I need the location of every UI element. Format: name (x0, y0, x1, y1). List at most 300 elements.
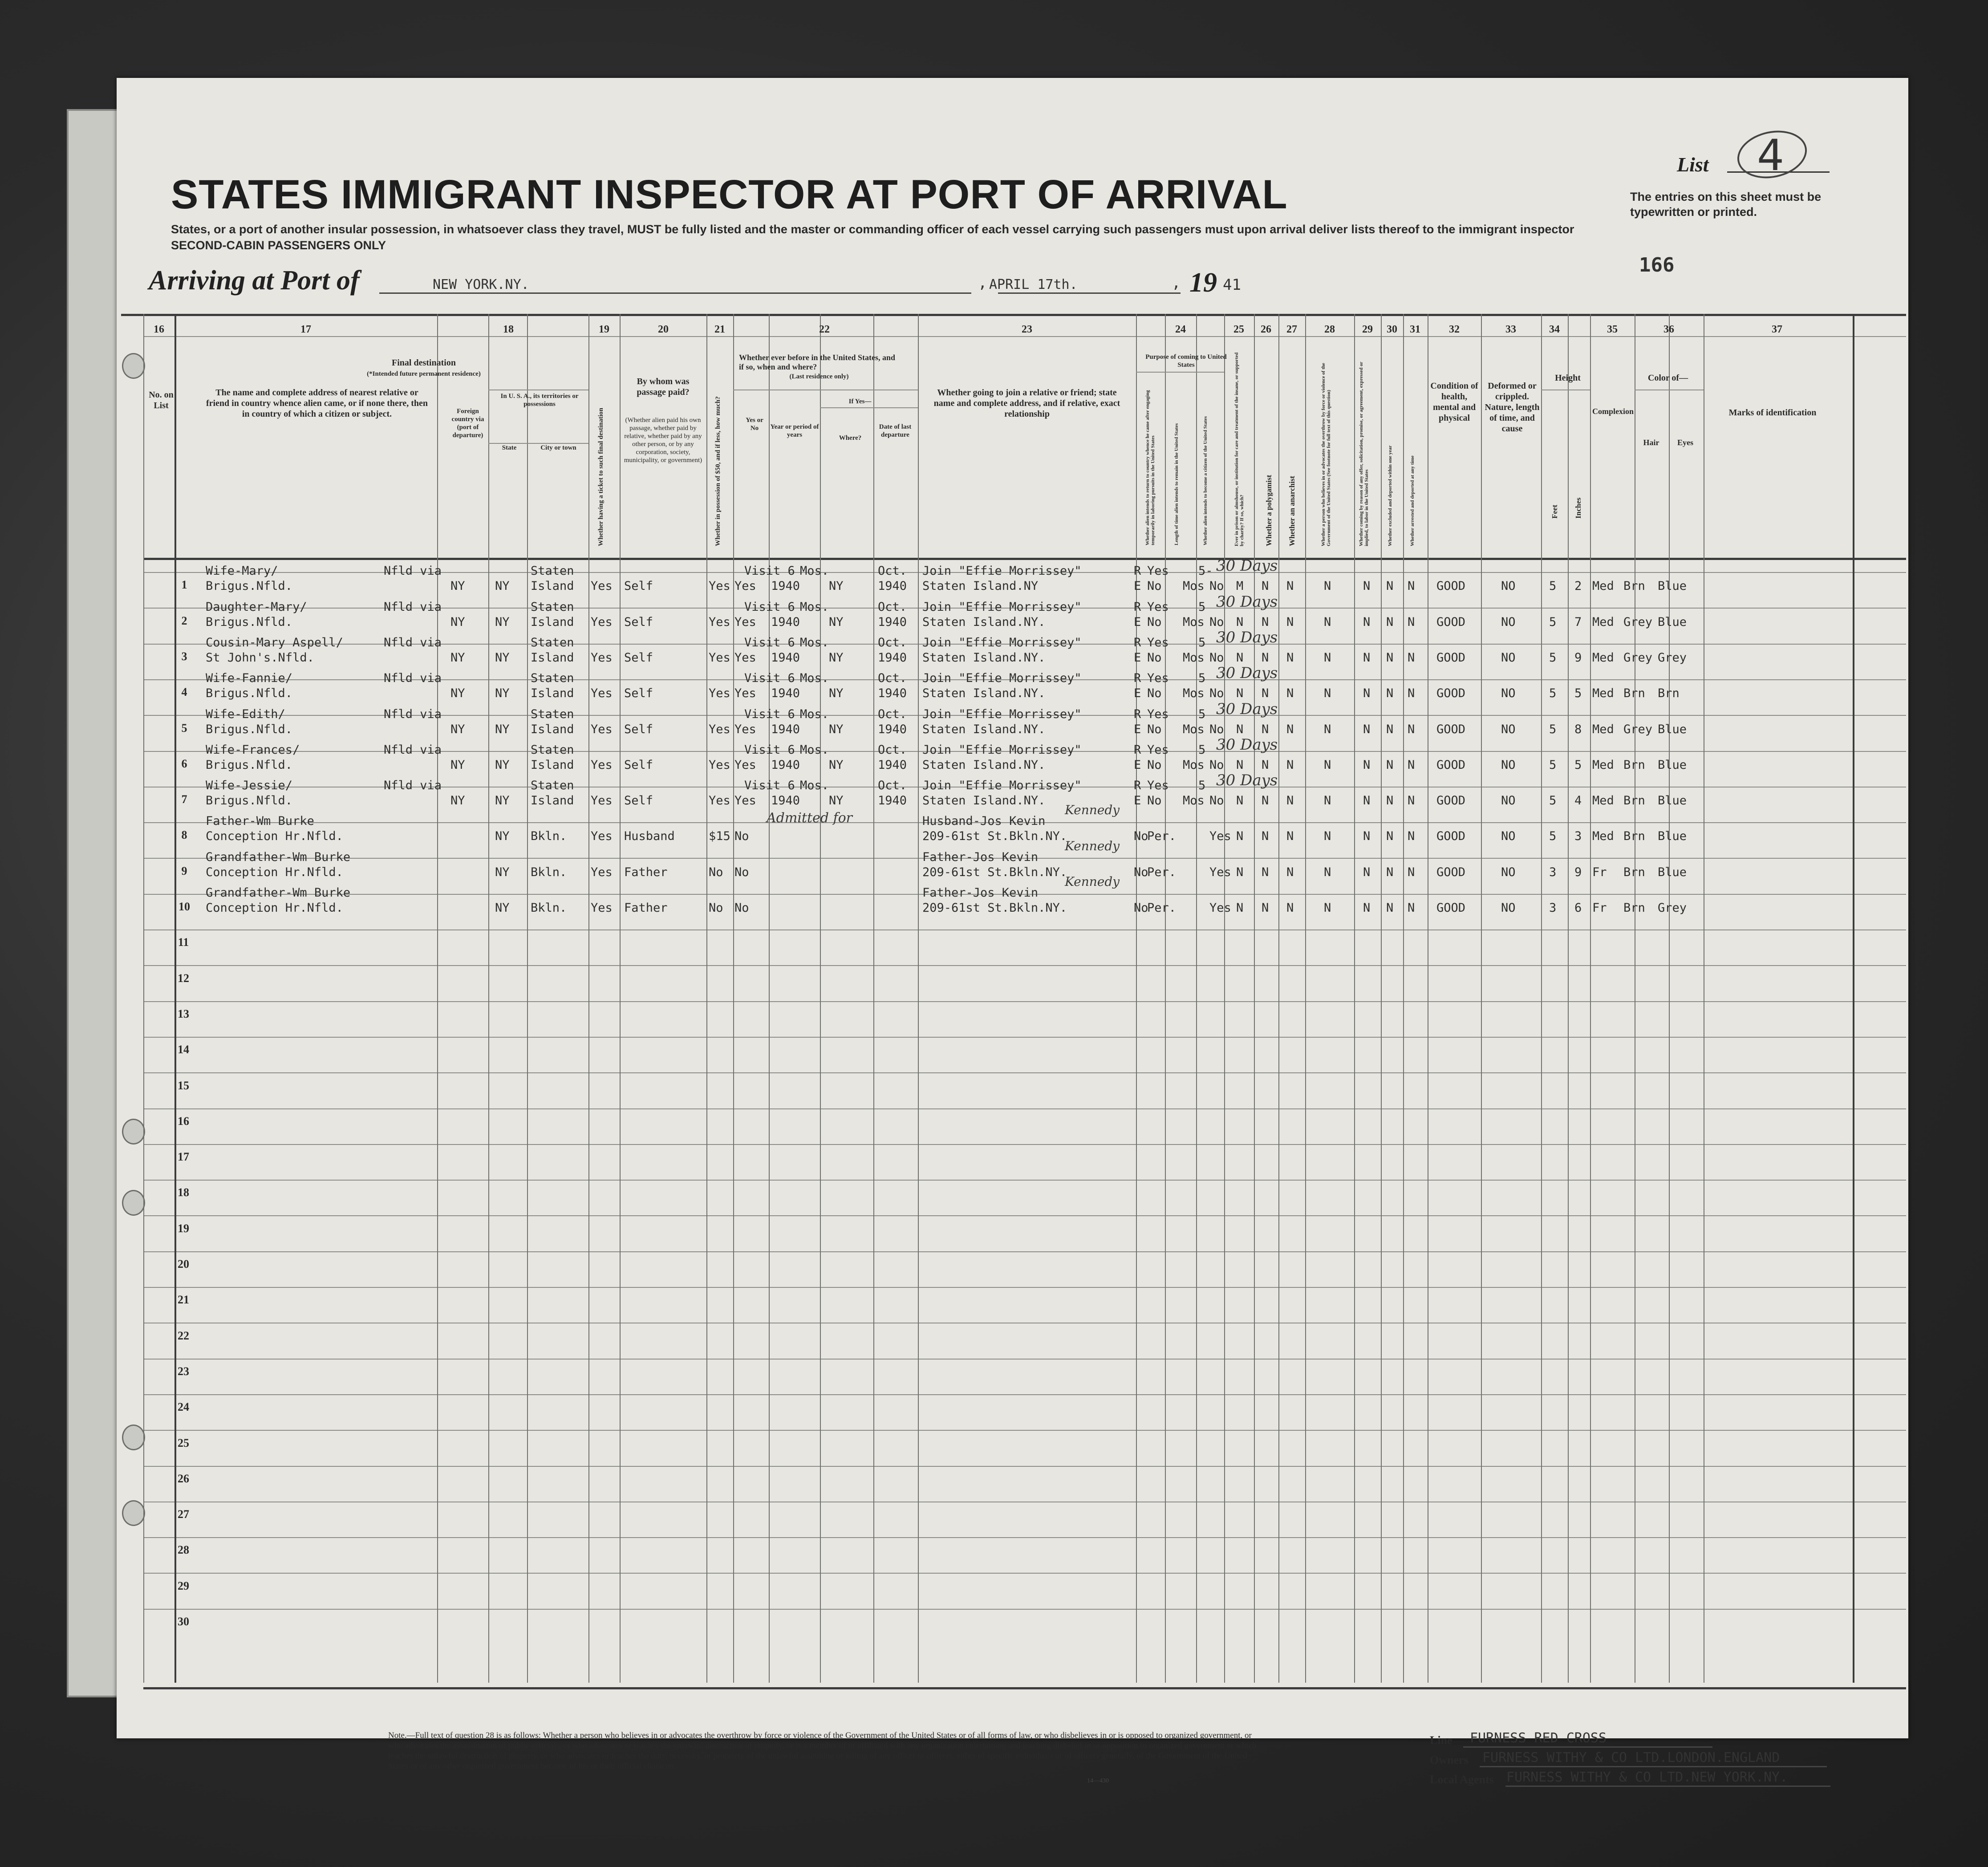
cell-deformed: NO (1501, 901, 1516, 915)
owners-underline (1480, 1766, 1827, 1767)
cell-c29: N (1363, 722, 1371, 736)
cell-city2: Island (531, 722, 574, 736)
cell-c28: N (1324, 901, 1331, 915)
cell-rel2: Conception Hr.Nfld. (206, 901, 343, 915)
cell-c28: N (1324, 722, 1331, 736)
cell-eyes: Blue (1658, 794, 1687, 808)
cell-cit: No (1209, 794, 1224, 808)
cell-date2: 1940 (878, 615, 907, 629)
cell-c28: N (1324, 829, 1331, 844)
cell-deformed: NO (1501, 650, 1516, 665)
cell-yesno: Yes (734, 650, 756, 665)
cell-complexion: Fr (1592, 865, 1607, 879)
cell-join1: Join "Effie Morrissey" (922, 743, 1082, 757)
grid-column-line (1403, 314, 1404, 1683)
grid-column-line (1481, 314, 1482, 1683)
cell-len1: 5 (1198, 635, 1206, 649)
header-last-residence: (Last residence only) (789, 373, 849, 380)
cell-complexion: Fr (1592, 901, 1607, 915)
cell-len1: 5 (1198, 600, 1206, 614)
cell-ticket: Yes (591, 722, 613, 736)
cell-c27: N (1286, 615, 1294, 629)
cell-ticket: Yes (591, 865, 613, 879)
row-number: 23 (178, 1364, 189, 1378)
cell-p-a2: E (1134, 686, 1141, 701)
cell-health: GOOD (1436, 794, 1466, 808)
cell-health: GOOD (1436, 829, 1466, 844)
cell-rel1: Daughter-Mary/ (206, 600, 307, 614)
line-value: FURNESS RED CROSS (1470, 1730, 1607, 1746)
cell-yesno: Yes (734, 615, 756, 629)
cell-p-a1: R (1134, 707, 1141, 721)
cell-join2: Staten Island.NY. (922, 686, 1046, 701)
cell-where: NY (829, 579, 844, 593)
cell-health: GOOD (1436, 901, 1466, 915)
row-number: 11 (178, 936, 189, 949)
cell-c29: N (1363, 758, 1371, 772)
row-number: 3 (181, 649, 187, 663)
cell-c30: N (1386, 722, 1394, 736)
cell-ticket: Yes (591, 686, 613, 701)
cell-len1: 5 (1198, 743, 1206, 757)
cell-join2: Staten Island.NY. (922, 722, 1046, 736)
cell-yesno: Yes (734, 794, 756, 808)
cell-city1: Staten (531, 635, 574, 649)
grid-row-line (143, 1430, 1906, 1431)
row-number: 26 (178, 1472, 189, 1485)
cell-rel2: Brigus.Nfld. (206, 615, 293, 629)
cell-p-a2: No (1134, 829, 1148, 844)
cell-p-a2: E (1134, 579, 1141, 593)
cell-feet: 3 (1549, 865, 1557, 879)
cell-paid: Self (624, 794, 653, 808)
cell-len1: 5 (1198, 707, 1206, 721)
cell-complexion: Med (1592, 794, 1614, 808)
cell-rel2: Brigus.Nfld. (206, 686, 293, 701)
column-number: 33 (1505, 324, 1516, 335)
grid-row-line (143, 558, 1906, 560)
cell-p-b2: Per. (1147, 829, 1177, 844)
row-number: 29 (178, 1579, 189, 1592)
header-yes-no: Yes or No (746, 417, 763, 432)
header-ever-before: Whether ever before in the United States, and if so, when and where? (739, 353, 895, 371)
cell-fifty: $15 (709, 829, 730, 844)
cell-deformed: NO (1501, 615, 1516, 629)
cell-join1: Join "Effie Morrissey" (922, 707, 1082, 721)
cell-join1: Husband-Jos Kevin (922, 814, 1046, 828)
cell-paid: Father (624, 901, 668, 915)
cell-complexion: Med (1592, 686, 1614, 701)
grid-column-line (1136, 314, 1137, 1683)
header-foreign-country: Foreign country via (port of departure) (451, 408, 484, 439)
cell-state: NY (495, 794, 510, 808)
owners-label: Owners (1430, 1753, 1469, 1766)
header-marks: Marks of identification (1728, 408, 1817, 418)
line-label: Line (1430, 1734, 1452, 1747)
cell-paid: Self (624, 722, 653, 736)
cell-ticket: Yes (591, 829, 613, 844)
cell-c31: N (1408, 829, 1415, 844)
header-ticket: Whether having a ticket to such final destination (597, 408, 605, 546)
cell-mos: Mos. (800, 564, 829, 578)
arriving-label: Arriving at Port of (149, 265, 360, 296)
cell-mos: Mos. (800, 671, 829, 686)
cell-p-b2: No (1147, 758, 1162, 772)
cell-c30: N (1386, 615, 1394, 629)
row-number: 1 (181, 578, 187, 592)
question-28-note: Note.—Full text of question 28 is as follows: Whether a person who believes in or advocates the overthrow by force or violence of the Government of the United States or of all forms of law, or who disbelieves in or is opposed to organized government, or who advocates the assassination of public officials, or who advocates or teaches the unlawful destruction of property, or is a member of or affiliated with any organization entertaining and teaching disbelief in or opposition to organized government or which teaches the unlawful destruction of property, or who advocates or teaches the duty, necessity, or propriety of the unlawful assaulting or killing of any officer or officers, either of specific individuals or of officers generally, of the Government of the United States or of any other organized government because of his or their official character. (388, 1731, 1257, 1771)
grid-row-line (143, 1072, 1906, 1073)
grid-row-line (143, 1573, 1906, 1574)
handwritten-note: 30 Days (1216, 557, 1278, 575)
handwritten-note: 30 Days (1216, 664, 1278, 682)
cell-foreign: NY (450, 722, 465, 736)
cell-len2: Mos (1183, 758, 1205, 772)
cell-len2: Mos (1183, 650, 1205, 665)
cell-complexion: Med (1592, 650, 1614, 665)
cell-paid: Self (624, 650, 653, 665)
cell-mos: Mos. (800, 707, 829, 721)
cell-state: NY (495, 722, 510, 736)
cell-join1: Join "Effie Morrissey" (922, 635, 1082, 649)
cell-c28: N (1324, 758, 1331, 772)
cell-p-a2: E (1134, 758, 1141, 772)
handwritten-note: Kennedy (1065, 838, 1120, 853)
cell-c25: N (1236, 686, 1244, 701)
row-number: 21 (178, 1293, 189, 1307)
cell-inches: 6 (1574, 901, 1582, 915)
form-code: 14—430 (1087, 1778, 1109, 1784)
header-eyes: Eyes (1677, 438, 1693, 447)
cell-c26: N (1262, 650, 1269, 665)
cell-len2: Mos (1183, 722, 1205, 736)
cell-c25: N (1236, 722, 1244, 736)
cell-where: NY (829, 722, 844, 736)
cell-c30: N (1386, 758, 1394, 772)
cell-inches: 9 (1574, 865, 1582, 879)
cell-c25: N (1236, 865, 1244, 879)
column-number: 26 (1261, 324, 1271, 335)
header-height: Height (1555, 373, 1581, 383)
cell-rel2: Conception Hr.Nfld. (206, 865, 343, 879)
list-label: List (1677, 153, 1709, 176)
cell-health: GOOD (1436, 865, 1466, 879)
date-value: APRIL 17th. (989, 277, 1078, 292)
header-purpose: Purpose of coming to United States (1145, 353, 1227, 369)
cell-c29: N (1363, 686, 1371, 701)
cell-rel2: St John's.Nfld. (206, 650, 314, 665)
cell-p-a2: No (1134, 901, 1148, 915)
cell-cit: Yes (1209, 865, 1231, 879)
sheet-number: 166 (1639, 254, 1675, 276)
cell-p-a2: E (1134, 794, 1141, 808)
cell-date1: Oct. (878, 564, 907, 578)
grid-row-line (143, 1144, 1906, 1145)
cell-join2: Staten Island.NY (922, 579, 1039, 593)
cell-year: 1940 (771, 722, 800, 736)
row-number: 2 (181, 614, 187, 627)
grid-column-line (1278, 314, 1279, 1683)
agents-label: Local Agents (1430, 1773, 1494, 1786)
cell-fifty: No (709, 865, 723, 879)
cell-hair: Brn (1623, 794, 1645, 808)
cell-feet: 5 (1549, 794, 1557, 808)
column-number: 29 (1362, 324, 1373, 335)
grid-column-line (1853, 314, 1854, 1683)
grid-column-line (769, 314, 770, 1683)
cell-c30: N (1386, 686, 1394, 701)
cell-fifty: Yes (709, 686, 730, 701)
cell-visit: Visit 6 (744, 600, 795, 614)
cell-p-b1: Yes (1147, 707, 1169, 721)
cell-complexion: Med (1592, 579, 1614, 593)
comma: , (1172, 274, 1181, 292)
cell-len2: Mos (1183, 794, 1205, 808)
cell-join1: Join "Effie Morrissey" (922, 600, 1082, 614)
row-number: 27 (178, 1508, 189, 1521)
cell-inches: 7 (1574, 615, 1582, 629)
cell-ticket: Yes (591, 615, 613, 629)
grid-row-line (143, 1394, 1906, 1395)
cell-fifty: Yes (709, 579, 730, 593)
cell-c27: N (1286, 865, 1294, 879)
cell-p-b2: No (1147, 794, 1162, 808)
cell-p-b2: No (1147, 722, 1162, 736)
handwritten-admitted: Admitted for (767, 810, 853, 826)
cell-c26: N (1262, 758, 1269, 772)
cell-eyes: Brn (1658, 686, 1680, 701)
cell-join2: Staten Island.NY. (922, 758, 1046, 772)
header-inches: Inches (1574, 497, 1582, 519)
cell-c30: N (1386, 901, 1394, 915)
cell-hair: Brn (1623, 901, 1645, 915)
cell-where: NY (829, 650, 844, 665)
cell-city1: Staten (531, 779, 574, 793)
header-color-of: Color of— (1647, 373, 1688, 383)
cell-c31: N (1408, 650, 1415, 665)
cell-fifty: Yes (709, 794, 730, 808)
cell-via: Nfld via (384, 635, 442, 649)
cell-year: 1940 (771, 794, 800, 808)
grid-row-line (143, 1215, 1906, 1216)
cell-c25: N (1236, 794, 1244, 808)
cell-mos: Mos. (800, 779, 829, 793)
cell-paid: Self (624, 686, 653, 701)
list-number: 4 (1757, 130, 1785, 180)
header-passage-paid: By whom was passage paid? (637, 377, 690, 397)
cell-deformed: NO (1501, 865, 1516, 879)
cell-eyes: Grey (1658, 650, 1687, 665)
row-number: 9 (181, 864, 187, 877)
agents-value: FURNESS WITHY & CO LTD.NEW YORK.NY. (1506, 1770, 1788, 1785)
row-number: 17 (178, 1150, 189, 1164)
grid-column-line (437, 314, 438, 1683)
header-no-on-list: No. on List (149, 390, 174, 410)
column-number: 35 (1607, 324, 1618, 335)
cell-eyes: Grey (1658, 901, 1687, 915)
cell-rel2: Brigus.Nfld. (206, 794, 293, 808)
cell-cit: No (1209, 650, 1224, 665)
cell-c26: N (1262, 579, 1269, 593)
owners-value: FURNESS WITHY & CO LTD.LONDON.ENGLAND (1482, 1750, 1780, 1766)
cell-p-a1: R (1134, 743, 1141, 757)
cell-city2: Bkln. (531, 865, 567, 879)
grid-column-line (143, 314, 144, 1683)
cell-rel2: Brigus.Nfld. (206, 579, 293, 593)
cell-c27: N (1286, 794, 1294, 808)
cell-p-b1: Yes (1147, 600, 1169, 614)
row-number: 10 (179, 900, 190, 913)
column-number: 32 (1449, 324, 1460, 335)
cell-date1: Oct. (878, 671, 907, 686)
cell-cit: No (1209, 758, 1224, 772)
cell-cit: Yes (1209, 829, 1231, 844)
cell-yesno: Yes (734, 758, 756, 772)
grid-row-line (143, 929, 1906, 930)
cell-p-a2: No (1134, 865, 1148, 879)
column-number: 27 (1286, 324, 1297, 335)
cell-via: Nfld via (384, 564, 442, 578)
cell-health: GOOD (1436, 650, 1466, 665)
header-purpose-length: Length of time alien intends to remain in the United States (1174, 423, 1179, 545)
cell-p-b2: No (1147, 579, 1162, 593)
cell-c27: N (1286, 829, 1294, 844)
cell-c31: N (1408, 722, 1415, 736)
cell-c30: N (1386, 579, 1394, 593)
row-number: 25 (178, 1436, 189, 1449)
cell-join2: 209-61st St.Bkln.NY. (922, 901, 1067, 915)
cell-state: NY (495, 615, 510, 629)
cell-p-a1: R (1134, 600, 1141, 614)
header-if-yes: If Yes— (848, 398, 872, 405)
cell-health: GOOD (1436, 722, 1466, 736)
cell-p-a1: R (1134, 671, 1141, 686)
cell-c25: N (1236, 615, 1244, 629)
cell-c28: N (1324, 579, 1331, 593)
handwritten-note: 30 Days (1216, 700, 1278, 718)
cell-rel1: Wife-Mary/ (206, 564, 278, 578)
cell-eyes: Blue (1658, 865, 1687, 879)
header-purpose-return: Whether alien intends to return to country whence he came after engaging temporarily in laboring pursuits in the United States (1145, 390, 1156, 545)
cell-rel1: Grandfather-Wm Burke (206, 886, 351, 900)
cell-feet: 5 (1549, 722, 1557, 736)
cell-state: NY (495, 686, 510, 701)
cell-join2: Staten Island.NY. (922, 794, 1046, 808)
cell-foreign: NY (450, 579, 465, 593)
grid-column-line (620, 314, 621, 1683)
cell-c30: N (1386, 794, 1394, 808)
cell-c27: N (1286, 722, 1294, 736)
cell-health: GOOD (1436, 579, 1466, 593)
cell-via: Nfld via (384, 779, 442, 793)
row-number: 18 (178, 1186, 189, 1199)
grid-row-line (143, 1609, 1906, 1610)
row-number: 6 (181, 757, 187, 770)
cell-c31: N (1408, 615, 1415, 629)
cell-paid: Father (624, 865, 668, 879)
row-number: 12 (178, 971, 189, 985)
cell-date1: Oct. (878, 600, 907, 614)
cell-c29: N (1363, 615, 1371, 629)
cell-join2: Staten Island.NY. (922, 650, 1046, 665)
column-number: 23 (1022, 324, 1032, 335)
column-number: 28 (1324, 324, 1335, 335)
cell-complexion: Med (1592, 758, 1614, 772)
grid-column-line (918, 314, 919, 1683)
column-number: 37 (1772, 324, 1782, 335)
cell-state: NY (495, 650, 510, 665)
header-prison: Ever in prison or almshouse, or institution for care and treatment of the insane, or supported by charity? If so, which? (1234, 352, 1245, 546)
cell-p-a1: R (1134, 779, 1141, 793)
grid-column-line (706, 314, 707, 1683)
cell-feet: 5 (1549, 650, 1557, 665)
cell-hair: Brn (1623, 865, 1645, 879)
row-number: 24 (178, 1400, 189, 1414)
handwritten-note: Kennedy (1065, 803, 1120, 818)
cell-fifty: Yes (709, 615, 730, 629)
cell-c27: N (1286, 901, 1294, 915)
column-number: 34 (1549, 324, 1560, 335)
cell-c26: N (1262, 794, 1269, 808)
cell-c29: N (1363, 865, 1371, 879)
cell-date2: 1940 (878, 758, 907, 772)
column-number: 22 (819, 324, 830, 335)
cell-c26: N (1262, 829, 1269, 844)
cell-c31: N (1408, 758, 1415, 772)
cell-state: NY (495, 865, 510, 879)
cell-deformed: NO (1501, 579, 1516, 593)
cell-where: NY (829, 758, 844, 772)
entries-note: The entries on this sheet must be typewritten or printed. (1630, 190, 1822, 219)
header-health: Condition of health, mental and physical (1430, 381, 1478, 423)
grid-row-line (143, 965, 1906, 966)
cell-feet: 5 (1549, 615, 1557, 629)
header-fifty-dollars: Whether in possession of $50, and if less, how much? (714, 396, 722, 546)
cell-feet: 3 (1549, 901, 1557, 915)
cell-c29: N (1363, 650, 1371, 665)
cell-c30: N (1386, 829, 1394, 844)
row-number: 16 (178, 1114, 189, 1128)
column-number: 24 (1175, 324, 1186, 335)
cell-c27: N (1286, 650, 1294, 665)
grid-row-line (143, 1001, 1906, 1002)
column-number: 17 (300, 324, 311, 335)
cell-c31: N (1408, 579, 1415, 593)
cell-city2: Island (531, 650, 574, 665)
cell-rel1: Wife-Edith/ (206, 707, 285, 721)
cell-p-b1: Yes (1147, 635, 1169, 649)
cell-foreign: NY (450, 615, 465, 629)
cell-c31: N (1408, 865, 1415, 879)
cell-date2: 1940 (878, 579, 907, 593)
cell-len1: 5 (1198, 779, 1206, 793)
header-complexion: Complexion (1592, 407, 1634, 416)
grid-row-line (1136, 372, 1224, 373)
cell-c26: N (1262, 865, 1269, 879)
row-number: 7 (181, 793, 187, 806)
cell-feet: 5 (1549, 686, 1557, 701)
cell-hair: Grey (1623, 615, 1653, 629)
grid-column-line (1165, 314, 1166, 1683)
cell-date1: Oct. (878, 635, 907, 649)
handwritten-note: 30 Days (1216, 628, 1278, 646)
cell-visit: Visit 6 (744, 564, 795, 578)
grid-column-line (1354, 314, 1355, 1683)
column-number: 21 (714, 324, 725, 335)
header-polygamist: Whether a polygamist (1265, 475, 1273, 546)
cell-c31: N (1408, 686, 1415, 701)
cell-c26: N (1262, 615, 1269, 629)
